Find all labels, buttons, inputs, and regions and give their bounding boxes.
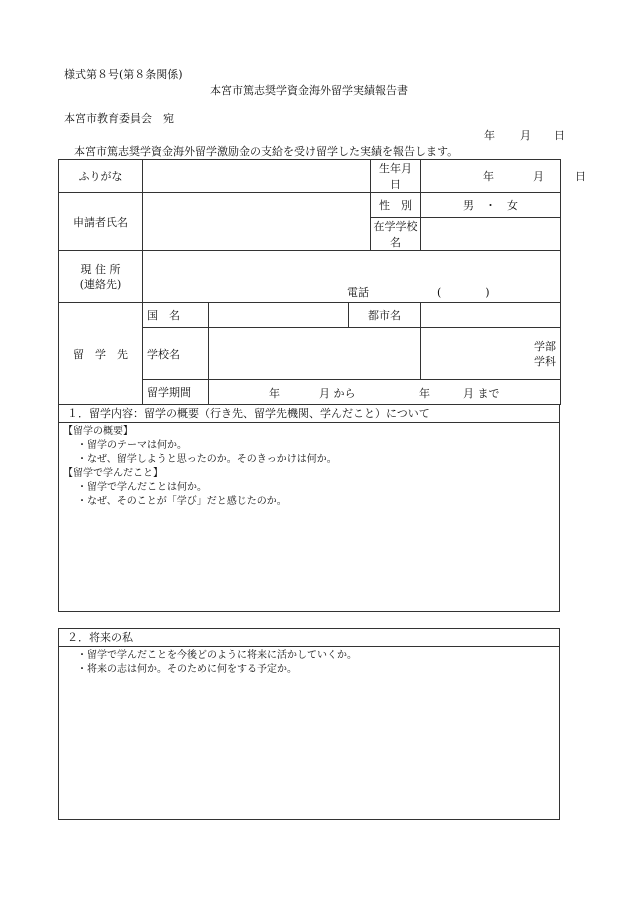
birth-month: 月 <box>533 169 545 183</box>
period-field[interactable] <box>209 380 561 405</box>
birth-year: 年 <box>483 169 495 183</box>
address-label-line2: (連絡先) <box>79 277 122 291</box>
department-label: 学科 <box>534 354 557 368</box>
abroad-school-field[interactable] <box>209 328 421 380</box>
form-number: 様式第８号(第８条関係) <box>64 68 183 81</box>
phone-paren: ( ) <box>437 286 490 299</box>
period-month-to: 月 まで <box>463 387 500 400</box>
date-year-label: 年 <box>484 129 495 142</box>
addressee: 本宮市教育委員会 宛 <box>64 112 174 125</box>
overview-question-1: ・留学のテーマは何か。 <box>77 440 187 451</box>
date-month-label: 月 <box>520 129 531 142</box>
date-day-label: 日 <box>554 129 565 142</box>
abroad-school-label: 学校名 <box>143 328 209 380</box>
furigana-field[interactable] <box>143 160 371 193</box>
school-label: 在学学校名 <box>371 218 421 251</box>
overview-subheading: 【留学の概要】 <box>63 426 133 437</box>
learned-question-1: ・留学で学んだことは何か。 <box>77 482 207 493</box>
period-year-to: 年 <box>419 387 430 400</box>
period-month-from: 月 から <box>319 387 356 400</box>
period-year-from: 年 <box>269 387 280 400</box>
future-heading: ２．将来の私 <box>59 629 559 647</box>
applicant-info-table <box>58 159 587 405</box>
document-title: 本宮市篤志奨学資金海外留学実績報告書 <box>210 84 408 97</box>
address-field[interactable] <box>143 251 561 303</box>
school-field[interactable] <box>421 218 561 251</box>
faculty-field[interactable] <box>421 328 561 380</box>
country-label: 国 名 <box>143 303 209 328</box>
future-question-1: ・留学で学んだことを今後どのように将来に活かしていくか。 <box>77 650 357 661</box>
birth-day: 日 <box>575 169 587 183</box>
gender-label: 性 別 <box>371 193 421 218</box>
future-body[interactable] <box>59 647 559 679</box>
address-label-line1: 現 住 所 <box>80 262 121 276</box>
gender-options[interactable]: 男 ・ 女 <box>421 193 561 218</box>
applicant-name-label: 申請者氏名 <box>59 193 143 251</box>
future-section <box>58 628 560 820</box>
phone-label: 電話 <box>347 286 369 299</box>
study-content-heading: １．留学内容：留学の概要（行き先、留学先機関、学んだこと）について <box>59 405 559 423</box>
future-question-2: ・将来の志は何か。そのために何をする予定か。 <box>77 664 297 675</box>
city-field[interactable] <box>421 303 561 328</box>
city-label: 都市名 <box>349 303 421 328</box>
study-content-section <box>58 404 560 612</box>
intro-text: 本宮市篤志奨学資金海外留学激励金の支給を受け留学した実績を報告します。 <box>74 145 459 158</box>
country-field[interactable] <box>209 303 349 328</box>
address-label <box>59 251 143 303</box>
study-content-body[interactable] <box>59 423 559 511</box>
period-label: 留学期間 <box>143 380 209 405</box>
birth-date-label: 生年月日 <box>371 160 421 193</box>
applicant-name-field[interactable] <box>143 193 371 251</box>
learned-question-2: ・なぜ、そのことが「学び」だと感じたのか。 <box>77 496 287 507</box>
overview-question-2: ・なぜ、留学しようと思ったのか。そのきっかけは何か。 <box>77 454 337 465</box>
learned-subheading: 【留学で学んだこと】 <box>63 468 163 479</box>
faculty-label: 学部 <box>534 339 557 353</box>
birth-date-field[interactable] <box>421 160 587 193</box>
study-abroad-label: 留 学 先 <box>59 303 143 405</box>
furigana-label: ふりがな <box>59 160 143 193</box>
